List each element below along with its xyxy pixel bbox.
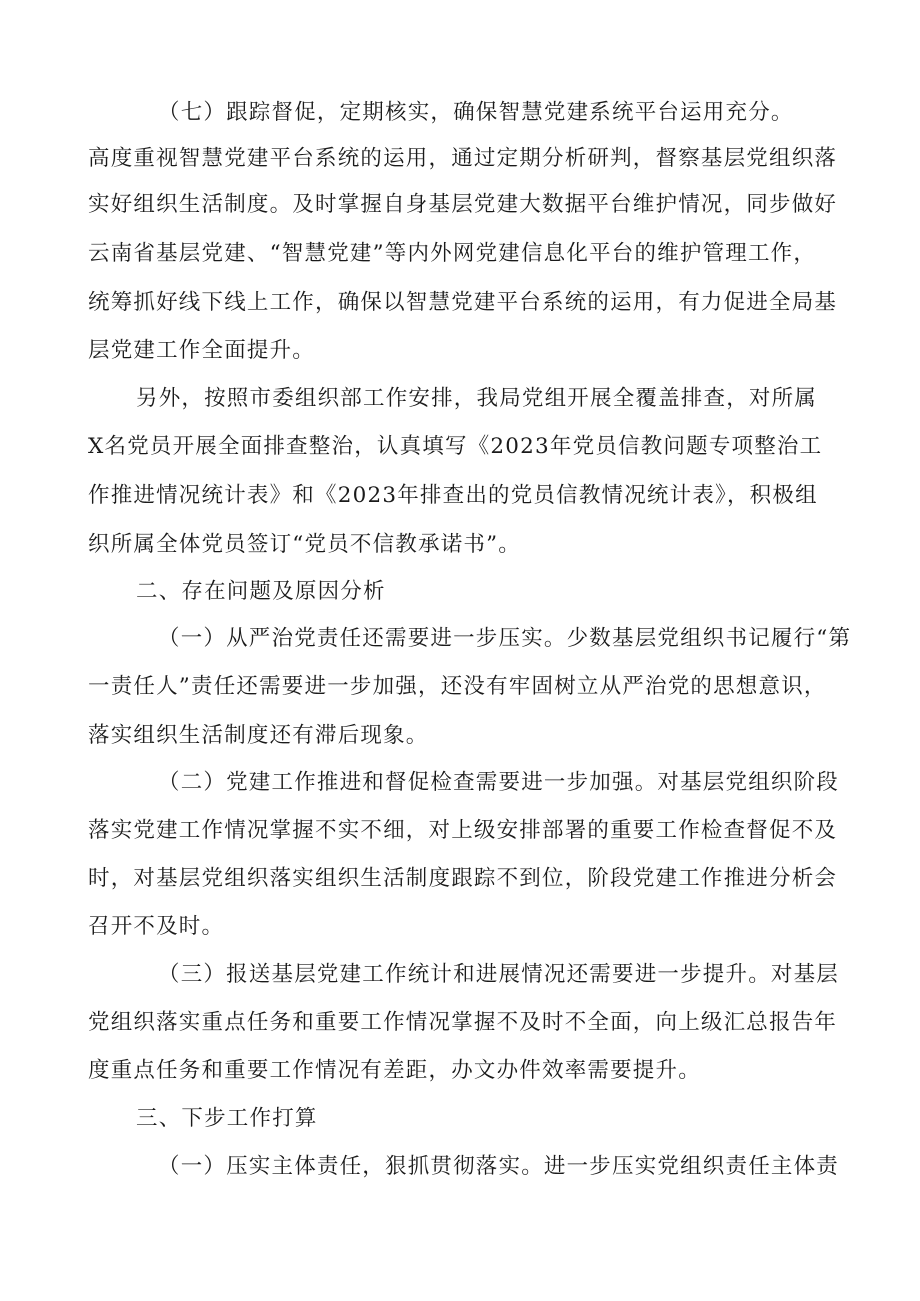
text-line: （二）党建工作推进和督促检查需要进一步加强。对基层党组织阶段 (158, 770, 840, 795)
text-line: 一责任人”责任还需要进一步加强，还没有牢固树立从严治党的思想意识， (88, 674, 827, 699)
text-line: （七）跟踪督促，定期核实，确保智慧党建系统平台运用充分。 (158, 100, 794, 125)
text-line: 召开不及时。 (88, 914, 225, 939)
text-line: 统筹抓好线下线上工作，确保以智慧党建平台系统的运用，有力促进全局基 (88, 290, 838, 315)
text-line: （三）报送基层党建工作统计和进展情况还需要进一步提升。对基层 (158, 962, 840, 987)
text-line: 实好组织生活制度。及时掌握自身基层党建大数据平台维护情况，同步做好 (88, 192, 838, 217)
text-line: 作推进情况统计表》和《2023年排查出的党员信教情况统计表》，积极组 (88, 483, 818, 508)
text-line: 落实组织生活制度还有滞后现象。 (88, 723, 429, 748)
text-line: （一）压实主体责任，狠抓贯彻落实。进一步压实党组织责任主体责 (158, 1154, 840, 1179)
text-line: 织所属全体党员签订“党员不信教承诺书”。 (88, 532, 521, 557)
text-line: 时，对基层党组织落实组织生活制度跟踪不到位，阶段党建工作推进分析会 (88, 866, 838, 891)
text-line: 层党建工作全面提升。 (88, 338, 316, 363)
text-line: （一）从严治党责任还需要进一步压实。少数基层党组织书记履行“第 (158, 626, 852, 651)
text-line: 高度重视智慧党建平台系统的运用，通过定期分析研判，督察基层党组织落 (88, 146, 838, 171)
text-line: 党组织落实重点任务和重要工作情况掌握不及时不全面，向上级汇总报告年 (88, 1010, 838, 1035)
section-heading: 三、下步工作打算 (136, 1106, 318, 1131)
section-heading: 二、存在问题及原因分析 (136, 579, 386, 604)
text-line: 云南省基层党建、“智慧党建”等内外网党建信息化平台的维护管理工作， (88, 241, 817, 266)
text-line: 落实党建工作情况掌握不实不细，对上级安排部署的重要工作检查督促不及 (88, 818, 838, 843)
text-line: 度重点任务和重要工作情况有差距，办文办件效率需要提升。 (88, 1058, 701, 1083)
text-line: X名党员开展全面排查整治，认真填写《2023年党员信教问题专项整治工 (88, 434, 823, 459)
text-line: 另外，按照市委组织部工作安排，我局党组开展全覆盖排查，对所属 (136, 386, 818, 411)
